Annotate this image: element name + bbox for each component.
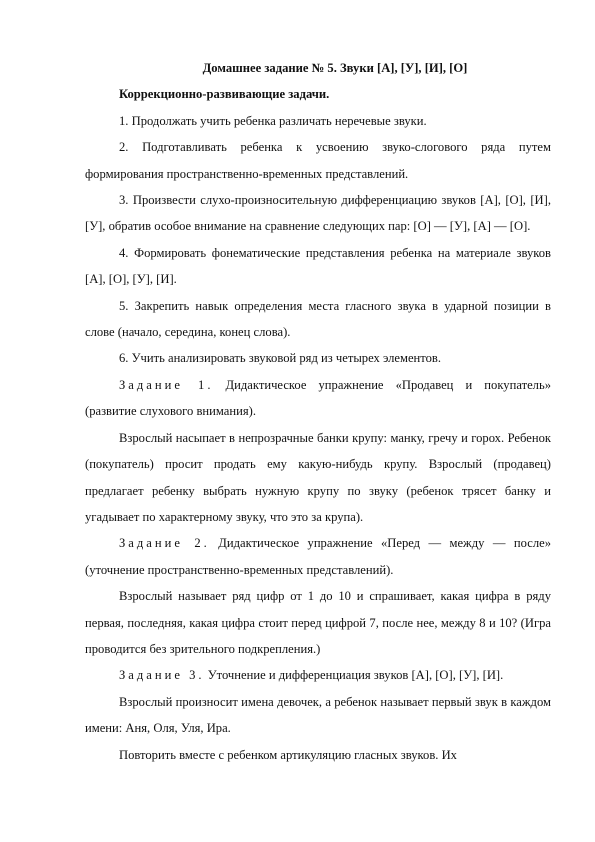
- task-item-1: 1. Продолжать учить ребенка различать неречевые звуки.: [119, 113, 427, 128]
- assignment-1-body: Взрослый насыпает в непрозрачные банки крупу: манку, гречу и горох. Ребенок (покупатель) просит продать ему какую-нибудь крупу. Взрослый (продавец) предлагает ребенку выбрать нужную крупу по звуку (ребенок трясет банку и угадывает по характерному звуку, что это за крупа).: [85, 430, 551, 524]
- assignment-2-title: Дидактическое упражнение «Перед — между — после» (уточнение пространственно-временных представлений).: [85, 536, 551, 577]
- task-item-5: 5. Закрепить навык определения места гласного звука в ударной позиции в слове (начало, середина, конец слова).: [85, 298, 551, 340]
- task-item-6: 6. Учить анализировать звуковой ряд из четырех элементов.: [119, 351, 442, 366]
- task-item-2: 2. Подготавливать ребенка к усвоению звуко-слогового ряда путем формирования пространственно-временных представлений.: [85, 140, 551, 181]
- assignment-2-body: Взрослый называет ряд цифр от 1 до 10 и спрашивает, какая цифра в ряду первая, последняя, какая цифра стоит перед цифрой 7, после нее, между 8 и 10? (Игра проводится без зрительного подкрепления.): [85, 589, 551, 656]
- assignment-3-label: Задание 3.: [119, 668, 205, 683]
- assignment-2-heading: [85, 530, 551, 583]
- assignment-2-label: Задание 2.: [119, 536, 210, 551]
- task-item-4: 4. Формировать фонематические представления ребенка на материале звуков [А], [О], [У], [И].: [85, 245, 551, 287]
- section-subheading: Коррекционно-развивающие задачи.: [119, 87, 330, 102]
- assignment-3-title: Уточнение и дифференциация звуков [А], [О], [У], [И].: [204, 668, 504, 683]
- assignment-1-label: Задание 1.: [119, 377, 214, 392]
- assignment-1-title: Дидактическое упражнение «Продавец и покупатель» (развитие слухового внимания).: [85, 377, 551, 419]
- document-page: [85, 55, 551, 768]
- assignment-1-heading: [85, 372, 551, 425]
- assignment-3-heading: [85, 662, 551, 688]
- assignment-3-body: Взрослый произносит имена девочек, а ребенок называет первый звук в каждом имени: Аня, Оля, Уля, Ира.: [85, 694, 551, 736]
- assignment-3-body-continued: Повторить вместе с ребенком артикуляцию гласных звуков. Их: [119, 747, 457, 762]
- document-title: Домашнее задание № 5. Звуки [А], [У], [И], [О]: [202, 61, 468, 75]
- task-item-3: 3. Произвести слухо-произносительную дифференциацию звуков [А], [О], [И], [У], обратив особое внимание на сравнение следующих пар: [О] — [У], [А] — [О].: [85, 193, 551, 234]
